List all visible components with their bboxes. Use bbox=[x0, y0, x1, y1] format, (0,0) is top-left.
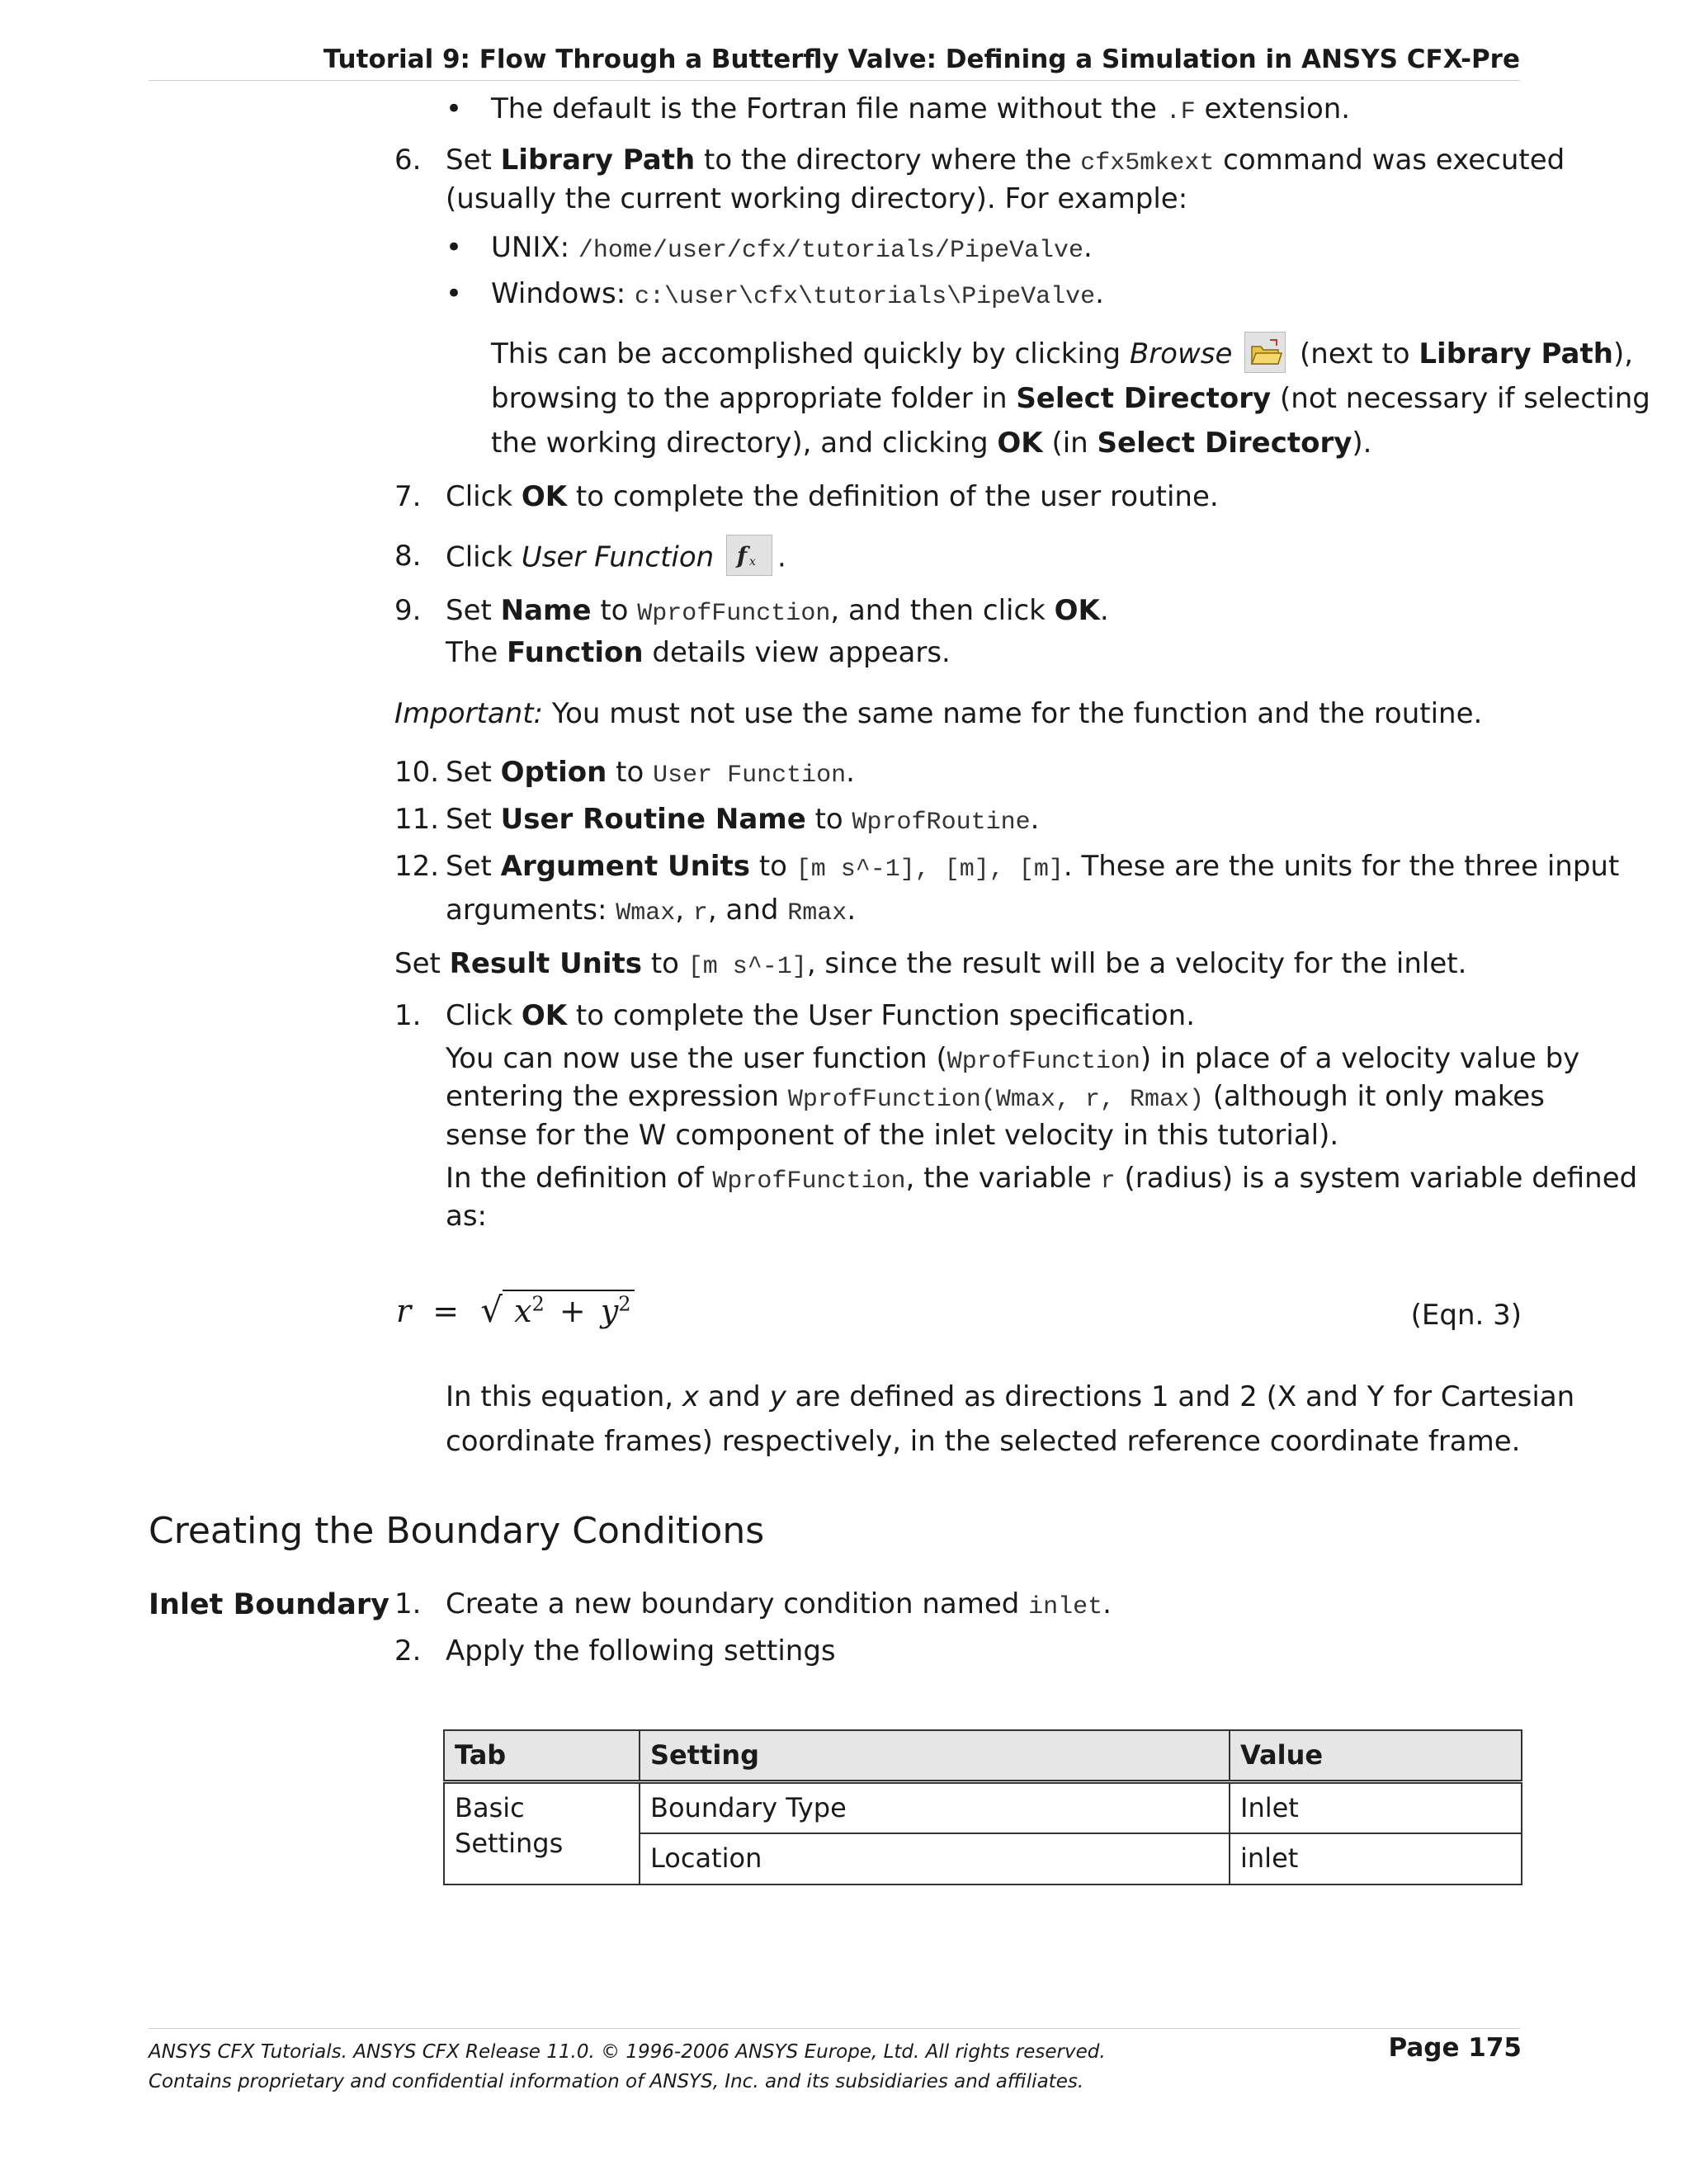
bullet-windows: • Windows: c:\user\cfx\tutorials\PipeValve. bbox=[446, 276, 1104, 314]
table-header-cell: Value bbox=[1230, 1730, 1522, 1782]
side-label-inlet-boundary: Inlet Boundary bbox=[149, 1588, 389, 1621]
table-header-row bbox=[444, 1730, 1522, 1782]
section-title: Creating the Boundary Conditions bbox=[149, 1510, 765, 1552]
table-header-cell: Tab bbox=[444, 1730, 640, 1782]
table-cell: inlet bbox=[1230, 1833, 1522, 1884]
bullet-dot: • bbox=[446, 92, 463, 125]
page-number: Page 175 bbox=[1388, 2033, 1522, 2063]
sqrt-sign: √ bbox=[480, 1290, 503, 1330]
table-cell: Inlet bbox=[1230, 1782, 1522, 1834]
step-6: 6. Set Library Path to the directory where the cfx5mkext command was executed (usually the current working directory). For example: bbox=[394, 144, 1565, 215]
svg-text:x: x bbox=[749, 555, 756, 568]
bullet-dot: • bbox=[446, 231, 463, 264]
equation-3: r = √ $x^2 + y^2$ bbox=[396, 1287, 635, 1334]
footer: ANSYS CFX Tutorials. ANSYS CFX Release 11.0. © 1996-2006 ANSYS Europe, Ltd. All rights reserved. Contains proprietary and confidential information of ANSYS, Inc. and its subsidiaries and affiliates. bbox=[149, 2041, 1106, 2092]
boundary-step-2: 2. Apply the following settings bbox=[394, 1634, 836, 1667]
footer-divider bbox=[149, 2028, 1520, 2029]
browse-paragraph: This can be accomplished quickly by clicking Browse (next to Library Path), browsing to the appropriate folder in Select Directory (not necessary if selecting the working directory), and clicking OK (in Select Directory). bbox=[491, 332, 1650, 465]
step-9: 9. Set Name to WprofFunction, and then click OK. The Function details view appears. bbox=[394, 594, 1109, 669]
boundary-step-1: 1. Create a new boundary condition named inlet. bbox=[394, 1587, 1112, 1621]
step-11: 11. Set User Routine Name to WprofRoutine. bbox=[394, 803, 1040, 837]
important-note: Important: You must not use the same name for the function and the routine. bbox=[394, 697, 1483, 730]
settings-table bbox=[443, 1729, 1522, 1885]
step-7: 7. Click OK to complete the definition of the user routine. bbox=[394, 480, 1219, 513]
step-8: 8. Click User Function f x . bbox=[394, 538, 786, 579]
table-row bbox=[444, 1782, 1522, 1834]
browse-folder-icon[interactable] bbox=[1244, 332, 1286, 373]
equation-label: (Eqn. 3) bbox=[1410, 1299, 1522, 1332]
svg-text:f: f bbox=[737, 542, 748, 569]
table-cell: Boundary Type bbox=[640, 1782, 1230, 1834]
step-12: 12. Set Argument Units to [m s^-1], [m], [m]. These are the units for the three input arguments: Wmax, r, and Rmax. bbox=[394, 850, 1620, 927]
table-cell: Basic Settings bbox=[444, 1782, 640, 1884]
page-header: Tutorial 9: Flow Through a Butterfly Valve: Defining a Simulation in ANSYS CFX-Pre bbox=[149, 43, 1520, 81]
bullet-dot: • bbox=[446, 277, 463, 310]
bullet-default: • The default is the Fortran file name without the .F extension. bbox=[446, 91, 1350, 130]
step-10: 10. Set Option to User Function. bbox=[394, 756, 855, 790]
step-1: 1. Click OK to complete the User Function specification. You can now use the user function (WprofFunction) in place of a velocity value by entering the expression WprofFunction(Wmax, r, Rmax) (although it only makes sense for the W component of the inlet velocity in this tutorial). In the definition of WprofFunction, the variable r (radius) is a system variable defined as: bbox=[394, 999, 1638, 1234]
bullet-unix: • UNIX: /home/user/cfx/tutorials/PipeValve. bbox=[446, 229, 1093, 268]
user-function-icon[interactable] bbox=[726, 535, 772, 576]
table-header-cell: Setting bbox=[640, 1730, 1230, 1782]
table-cell: Location bbox=[640, 1833, 1230, 1884]
equation-explanation: In this equation, x and y are defined as directions 1 and 2 (X and Y for Cartesian coordinate frames) respectively, in the selected reference coordinate frame. bbox=[446, 1380, 1575, 1458]
result-units: Set Result Units to [m s^-1], since the result will be a velocity for the inlet. bbox=[394, 947, 1467, 981]
